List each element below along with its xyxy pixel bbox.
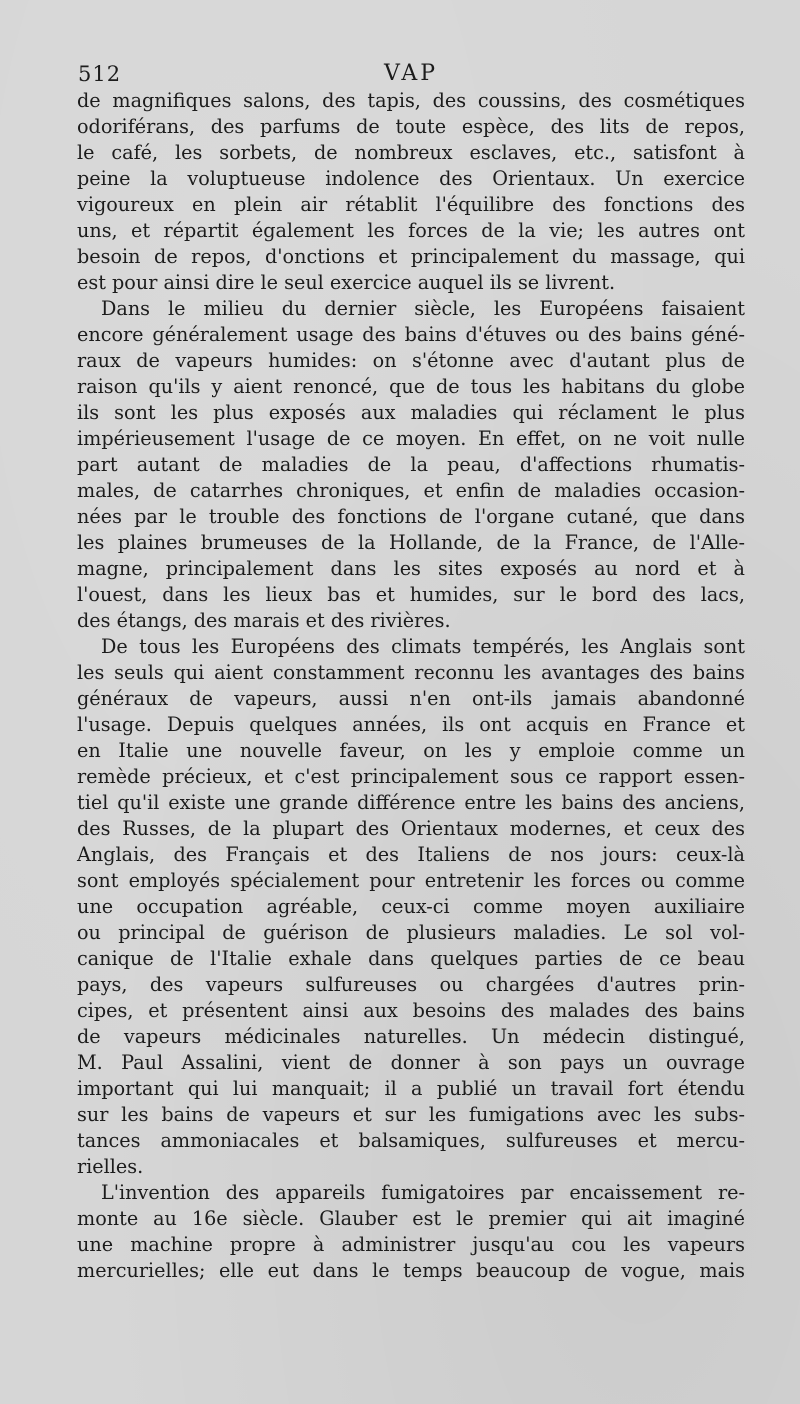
text-line: M. Paul Assalini, vient de donner à son pays un ouvrage [77,1051,745,1074]
text-line: De tous les Européens des climats tempérés, les Anglais sont [101,635,745,658]
text-line: mercurielles; elle eut dans le temps beaucoup de vogue, mais [77,1259,745,1282]
text-line: de vapeurs médicinales naturelles. Un médecin distingué, [77,1025,745,1048]
text-line: impérieusement l'usage de ce moyen. En effet, on ne voit nulle [77,427,745,450]
text-line: ou principal de guérison de plusieurs maladies. Le sol vol- [77,921,745,944]
text-line: en Italie une nouvelle faveur, on les y emploie comme un [77,739,745,762]
text-line: raux de vapeurs humides: on s'étonne avec d'autant plus de [77,349,745,372]
text-line: males, de catarrhes chroniques, et enfin de maladies occasion- [77,479,745,502]
text-line: ils sont les plus exposés aux maladies qui réclament le plus [77,401,745,424]
text-line: vigoureux en plein air rétablit l'équilibre des fonctions des [77,193,745,216]
text-line: canique de l'Italie exhale dans quelques parties de ce beau [77,947,745,970]
text-line: tiel qu'il existe une grande différence entre les bains des anciens, [77,791,745,814]
text-line: important qui lui manquait; il a publié un travail fort étendu [77,1077,745,1100]
text-line: des étangs, des marais et des rivières. [77,609,451,632]
text-line: nées par le trouble des fonctions de l'organe cutané, que dans [77,505,745,528]
text-line: pays, des vapeurs sulfureuses ou chargées d'autres prin- [77,973,745,996]
text-line: odoriférans, des parfums de toute espèce, des lits de repos, [77,115,745,138]
text-line: les plaines brumeuses de la Hollande, de la France, de l'Alle- [77,531,745,554]
text-line: uns, et répartit également les forces de la vie; les autres ont [77,219,745,242]
text-line: une occupation agréable, ceux-ci comme moyen auxiliaire [77,895,745,918]
text-line: part autant de maladies de la peau, d'affections rhumatis- [77,453,745,476]
text-line: remède précieux, et c'est principalement sous ce rapport essen- [77,765,745,788]
text-line: une machine propre à administrer jusqu'au cou les vapeurs [77,1233,745,1256]
page-header [78,60,744,90]
text-line: des Russes, de la plupart des Orientaux modernes, et ceux des [77,817,745,840]
text-line: monte au 16e siècle. Glauber est le premier qui ait imaginé [77,1207,745,1230]
text-line: raison qu'ils y aient renoncé, que de tous les habitans du globe [77,375,745,398]
text-line: l'usage. Depuis quelques années, ils ont acquis en France et [77,713,745,736]
running-head: VAP [383,61,439,86]
text-line: magne, principalement dans les sites exposés au nord et à [77,557,745,580]
text-line: sur les bains de vapeurs et sur les fumigations avec les subs- [77,1103,745,1126]
text-line: besoin de repos, d'onctions et principalement du massage, qui [77,245,745,268]
text-line: l'ouest, dans les lieux bas et humides, sur le bord des lacs, [77,583,745,606]
text-line: Dans le milieu du dernier siècle, les Européens faisaient [101,297,745,320]
text-line: les seuls qui aient constamment reconnu les avantages des bains [77,661,745,684]
text-line: Anglais, des Français et des Italiens de nos jours: ceux-là [77,843,745,866]
text-line: de magnifiques salons, des tapis, des coussins, des cosmétiques [77,89,745,112]
text-line: tances ammoniacales et balsamiques, sulfureuses et mercu- [77,1129,745,1152]
text-line: cipes, et présentent ainsi aux besoins des malades des bains [77,999,745,1022]
text-line: peine la voluptueuse indolence des Orientaux. Un exercice [77,167,745,190]
body-text [77,88,745,1284]
text-line: encore généralement usage des bains d'étuves ou des bains géné- [77,323,745,346]
page-number: 512 [78,62,122,86]
text-line: est pour ainsi dire le seul exercice auquel ils se livrent. [77,271,616,294]
text-line: le café, les sorbets, de nombreux esclaves, etc., satisfont à [77,141,745,164]
text-line: généraux de vapeurs, aussi n'en ont-ils jamais abandonné [77,687,745,710]
text-line: L'invention des appareils fumigatoires par encaissement re- [101,1181,745,1204]
text-line: sont employés spécialement pour entretenir les forces ou comme [77,869,745,892]
text-line: rielles. [77,1155,144,1178]
